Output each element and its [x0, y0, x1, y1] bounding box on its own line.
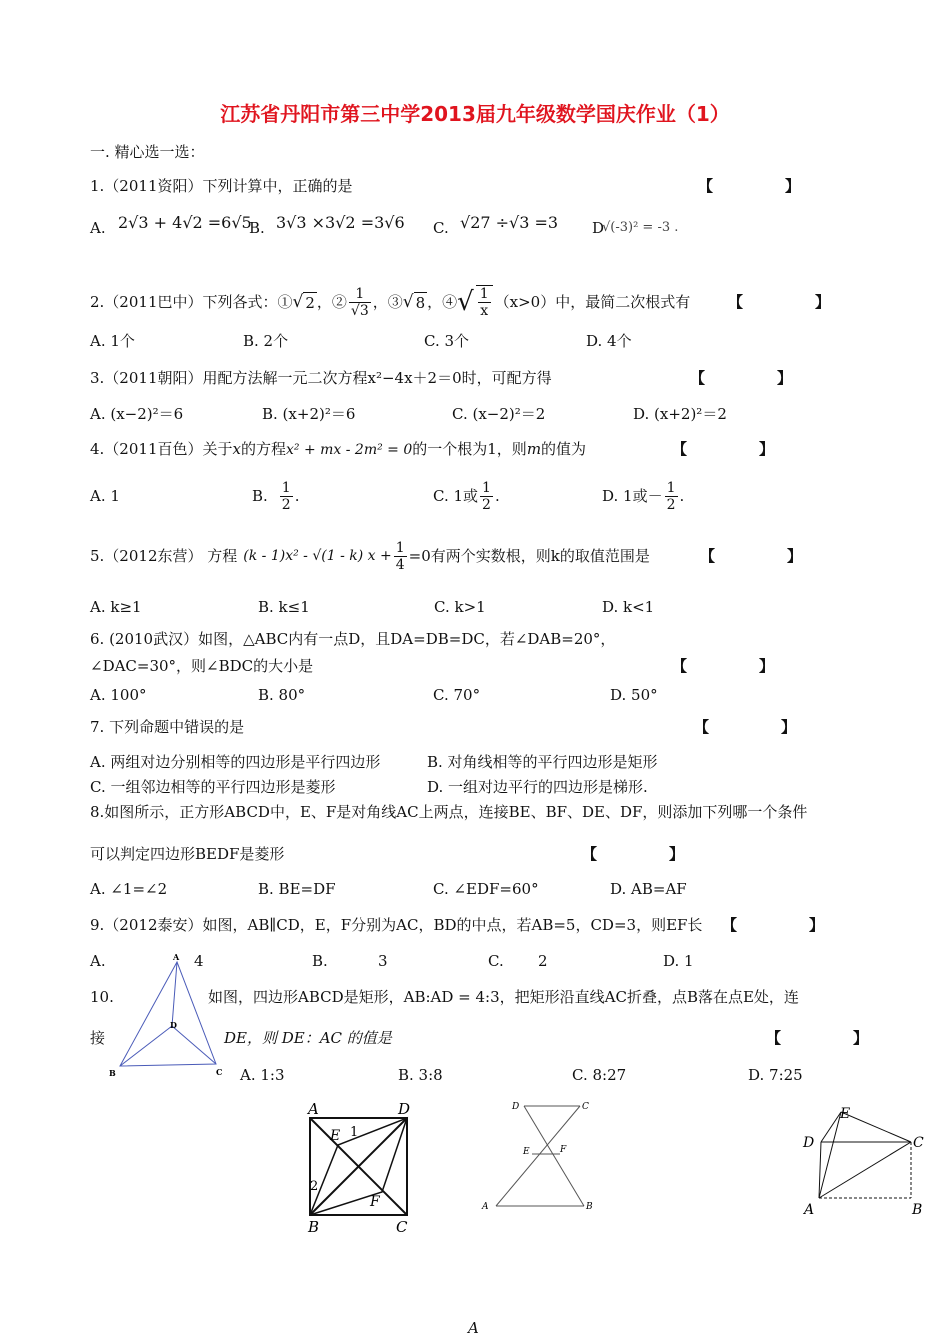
sq-angle-1: 1: [350, 1125, 359, 1140]
q6-answer-bracket: 【 】: [672, 657, 789, 675]
rect-label-c: C: [913, 1135, 924, 1151]
q5-stem-part1: 5.（2012东营） 方程: [90, 547, 238, 565]
q5-answer-bracket: 【 】: [700, 547, 817, 565]
q1-option-b: 3√3 ×3√2 =3√6: [276, 213, 405, 232]
q4-var-x: x: [232, 440, 241, 458]
q1-stem: 1.（2011资阳）下列计算中，正确的是: [90, 177, 353, 195]
folded-rectangle-figure: [798, 1100, 933, 1220]
q2-stem: [90, 282, 690, 322]
q5-option-a: A. k≥1: [90, 598, 142, 616]
q10-stem-line2: DE，则 DE：AC 的值是: [224, 1029, 392, 1047]
q5-stem: [90, 536, 650, 576]
q9-option-c-label: C.: [488, 952, 504, 970]
q10-option-a: A. 1:3: [240, 1066, 285, 1084]
fraction-num: 1: [281, 479, 291, 496]
trap-label-a: A: [482, 1202, 489, 1212]
q2-radical-3: 8: [415, 293, 426, 312]
q4-stem-part4: 的值为: [541, 440, 587, 458]
tri-label-a: A: [173, 952, 180, 962]
sq-label-e: E: [330, 1128, 341, 1144]
page-title: 江苏省丹阳市第三中学2013届九年级数学国庆作业（1）: [220, 102, 730, 126]
sq-label-b: B: [308, 1218, 320, 1236]
square-lines: [310, 1118, 407, 1215]
sqrt-sign: √: [402, 292, 414, 312]
q9-answer-bracket: 【 】: [722, 916, 839, 934]
q4-option-b: [252, 476, 300, 516]
tri-label-d: D: [170, 1020, 177, 1030]
q2-fraction-4-num: 1: [479, 286, 489, 302]
q6-option-a: A. 100°: [90, 686, 147, 704]
q2-fraction-4-den: x: [480, 303, 489, 319]
q9-option-d: D. 1: [663, 952, 694, 970]
q1-option-d-label: D: [592, 219, 605, 237]
q4-option-c-tail: .: [494, 487, 500, 505]
q4-option-b-tail: .: [294, 487, 300, 505]
triangle-lines: [120, 962, 216, 1066]
q7-option-c: C. 一组邻边相等的平行四边形是菱形: [90, 778, 336, 796]
q2-fraction-2-num: 1: [349, 286, 371, 303]
q4-option-c-fraction: [480, 480, 493, 513]
q3-option-b: B. (x+2)²＝6: [262, 405, 356, 423]
q1-answer-bracket: 【 】: [698, 177, 815, 195]
footer-letter: A: [468, 1319, 479, 1337]
fraction-den: 2: [666, 496, 676, 513]
fraction-den: 2: [482, 496, 491, 513]
q9-option-b-label: B.: [312, 952, 328, 970]
q6-option-b: B. 80°: [258, 686, 306, 704]
q7-option-b: B. 对角线相等的平行四边形是矩形: [427, 753, 658, 771]
q2-stem-part4: ，④: [427, 293, 458, 311]
q4-option-d-label: D. 1或－: [602, 487, 663, 505]
sq-label-c: C: [396, 1218, 408, 1236]
trap-label-b: B: [586, 1202, 593, 1212]
q9-option-c-value: 2: [538, 952, 548, 970]
q4-stem-part3: 的一个根为1，则: [412, 440, 527, 458]
q4-option-d: [602, 476, 684, 516]
q4-answer-bracket: 【 】: [672, 440, 789, 458]
q10-option-d: D. 7:25: [748, 1066, 803, 1084]
q3-option-c: C. (x−2)²＝2: [452, 405, 546, 423]
q8-option-d: D. AB=AF: [610, 880, 687, 898]
q1-option-c-label: C.: [433, 219, 449, 237]
q10-stem-line2-start: 接: [90, 1029, 106, 1047]
sqrt-sign: √: [292, 292, 304, 312]
q5-option-c: C. k>1: [434, 598, 486, 616]
q2-stem-part3: ，③: [372, 293, 403, 311]
square-figure: [300, 1098, 425, 1238]
q4-option-a: A. 1: [90, 487, 120, 505]
q2-option-d: D. 4个: [586, 332, 632, 350]
sq-label-d: D: [398, 1100, 411, 1118]
tri-label-c: C: [216, 1067, 223, 1077]
q2-fraction-4: [476, 285, 493, 319]
q1-option-a: 2√3 + 4√2 =6√5: [118, 213, 252, 232]
q6-stem-line1: 6. (2010武汉）如图，△ABC内有一点D，且DA=DB=DC，若∠DAB=20°，: [90, 630, 616, 648]
sq-label-f: F: [370, 1194, 380, 1210]
rect-label-d: D: [803, 1135, 815, 1151]
q2-stem-part2: ，②: [316, 293, 347, 311]
q4-equation: x² + mx - 2m² = 0: [285, 442, 413, 458]
q2-option-c: C. 3个: [424, 332, 470, 350]
q10-stem-line1: 如图，四边形ABCD是矩形，AB:AD = 4:3，把矩形沿直线AC折叠，点B落在点E处，连: [208, 988, 799, 1006]
q5-option-b: B. k≤1: [258, 598, 310, 616]
q3-option-a: A. (x−2)²＝6: [90, 405, 184, 423]
q2-answer-bracket: 【 】: [728, 293, 845, 311]
q3-answer-bracket: 【 】: [690, 369, 807, 387]
q3-option-d: D. (x+2)²＝2: [633, 405, 727, 423]
q8-stem-line2: 可以判定四边形BEDF是菱形: [90, 845, 285, 863]
sq-label-a: A: [308, 1100, 319, 1118]
trap-label-d: D: [512, 1102, 520, 1112]
q7-stem: 7. 下列命题中错误的是: [90, 718, 245, 736]
q4-option-b-label: B.: [252, 487, 268, 505]
q1-option-b-label: B.: [249, 219, 265, 237]
q7-option-d: D. 一组对边平行的四边形是梯形.: [427, 778, 648, 796]
q2-fraction-2: [349, 286, 371, 319]
trap-label-f: F: [560, 1145, 567, 1155]
q4-option-d-fraction: [665, 480, 678, 513]
q9-stem: 9.（2012泰安）如图，AB∥CD，E，F分别为AC，BD的中点，若AB=5，CD=3，则EF长: [90, 916, 703, 934]
q10-number: 10.: [90, 988, 114, 1006]
trapezoid-figure: [474, 1096, 604, 1221]
q9-option-a-value: 4: [194, 952, 204, 970]
rect-label-a: A: [804, 1202, 815, 1218]
fraction-num: 1: [395, 539, 405, 556]
q7-answer-bracket: 【 】: [694, 718, 811, 736]
fraction-den: 2: [281, 496, 291, 513]
q10-option-b: B. 3:8: [398, 1066, 443, 1084]
q2-option-a: A. 1个: [90, 332, 135, 350]
q8-option-c: C. ∠EDF=60°: [433, 880, 539, 898]
q7-option-a: A. 两组对边分别相等的四边形是平行四边形: [90, 753, 381, 771]
q4-option-c-label: C. 1或: [433, 487, 479, 505]
q2-radical-1: 2: [305, 293, 315, 312]
fraction-num: 1: [482, 479, 491, 496]
q2-option-b: B. 2个: [243, 332, 289, 350]
q5-option-d: D. k<1: [602, 598, 655, 616]
q1-option-d: √(-3)² = -3 .: [602, 220, 679, 235]
q8-option-a: A. ∠1=∠2: [90, 880, 168, 898]
q2-stem-part5: （x>0）中，最简二次根式有: [494, 293, 691, 311]
trapezoid-lines: [496, 1106, 584, 1206]
q6-option-d: D. 50°: [610, 686, 658, 704]
q4-option-b-fraction: [280, 480, 293, 513]
q6-stem-line2: ∠DAC=30°，则∠BDC的大小是: [90, 657, 314, 675]
rect-label-e: E: [840, 1106, 851, 1122]
sq-angle-2: 2: [310, 1179, 319, 1194]
rect-label-b: B: [912, 1202, 923, 1218]
q4-stem-part2: 的方程: [240, 440, 286, 458]
q8-answer-bracket: 【 】: [582, 845, 699, 863]
q4-stem: [90, 439, 586, 460]
trap-label-c: C: [582, 1102, 589, 1112]
q2-fraction-2-den: √3: [350, 302, 369, 319]
q4-stem-part1: 4.（2011百色）关于: [90, 440, 233, 458]
tri-label-b: B: [109, 1068, 116, 1078]
trap-label-e: E: [523, 1147, 530, 1157]
q3-stem: 3.（2011朝阳）用配方法解一元二次方程x²−4x＋2＝0时，可配方得: [90, 369, 552, 387]
q5-equation-a: (k - 1)x² - √(1 - k) x +: [243, 548, 392, 564]
q1-option-c: √27 ÷√3 =3: [460, 213, 559, 232]
triangle-abd-figure: [104, 950, 234, 1085]
q9-option-b-value: 3: [378, 952, 388, 970]
q5-fraction: [394, 540, 407, 573]
q10-option-c: C. 8:27: [572, 1066, 627, 1084]
sqrt-sign: √: [457, 287, 474, 317]
q8-stem-line1: 8.如图所示，正方形ABCD中，E、F是对角线AC上两点，连接BE、BF、DE、DF，则添加下列哪一个条件: [90, 803, 808, 821]
q2-stem-part1: 2.（2011巴中）下列各式：①: [90, 293, 293, 311]
q6-option-c: C. 70°: [433, 686, 481, 704]
q4-option-d-tail: .: [679, 487, 685, 505]
q4-var-m: m: [526, 440, 542, 458]
rect-solid-lines: [819, 1112, 911, 1198]
q9-option-a-label: A.: [90, 952, 106, 970]
section-heading: 一. 精心选一选：: [90, 143, 205, 161]
q4-option-c: [433, 476, 500, 516]
q5-equation-b: =0: [408, 547, 431, 565]
fraction-num: 1: [666, 479, 676, 496]
q1-option-a-label: A.: [90, 219, 106, 237]
fraction-den: 4: [395, 556, 405, 573]
q8-option-b: B. BE=DF: [258, 880, 336, 898]
q10-answer-bracket: 【 】: [766, 1029, 883, 1047]
q5-stem-part2: 有两个实数根，则k的取值范围是: [430, 547, 650, 565]
